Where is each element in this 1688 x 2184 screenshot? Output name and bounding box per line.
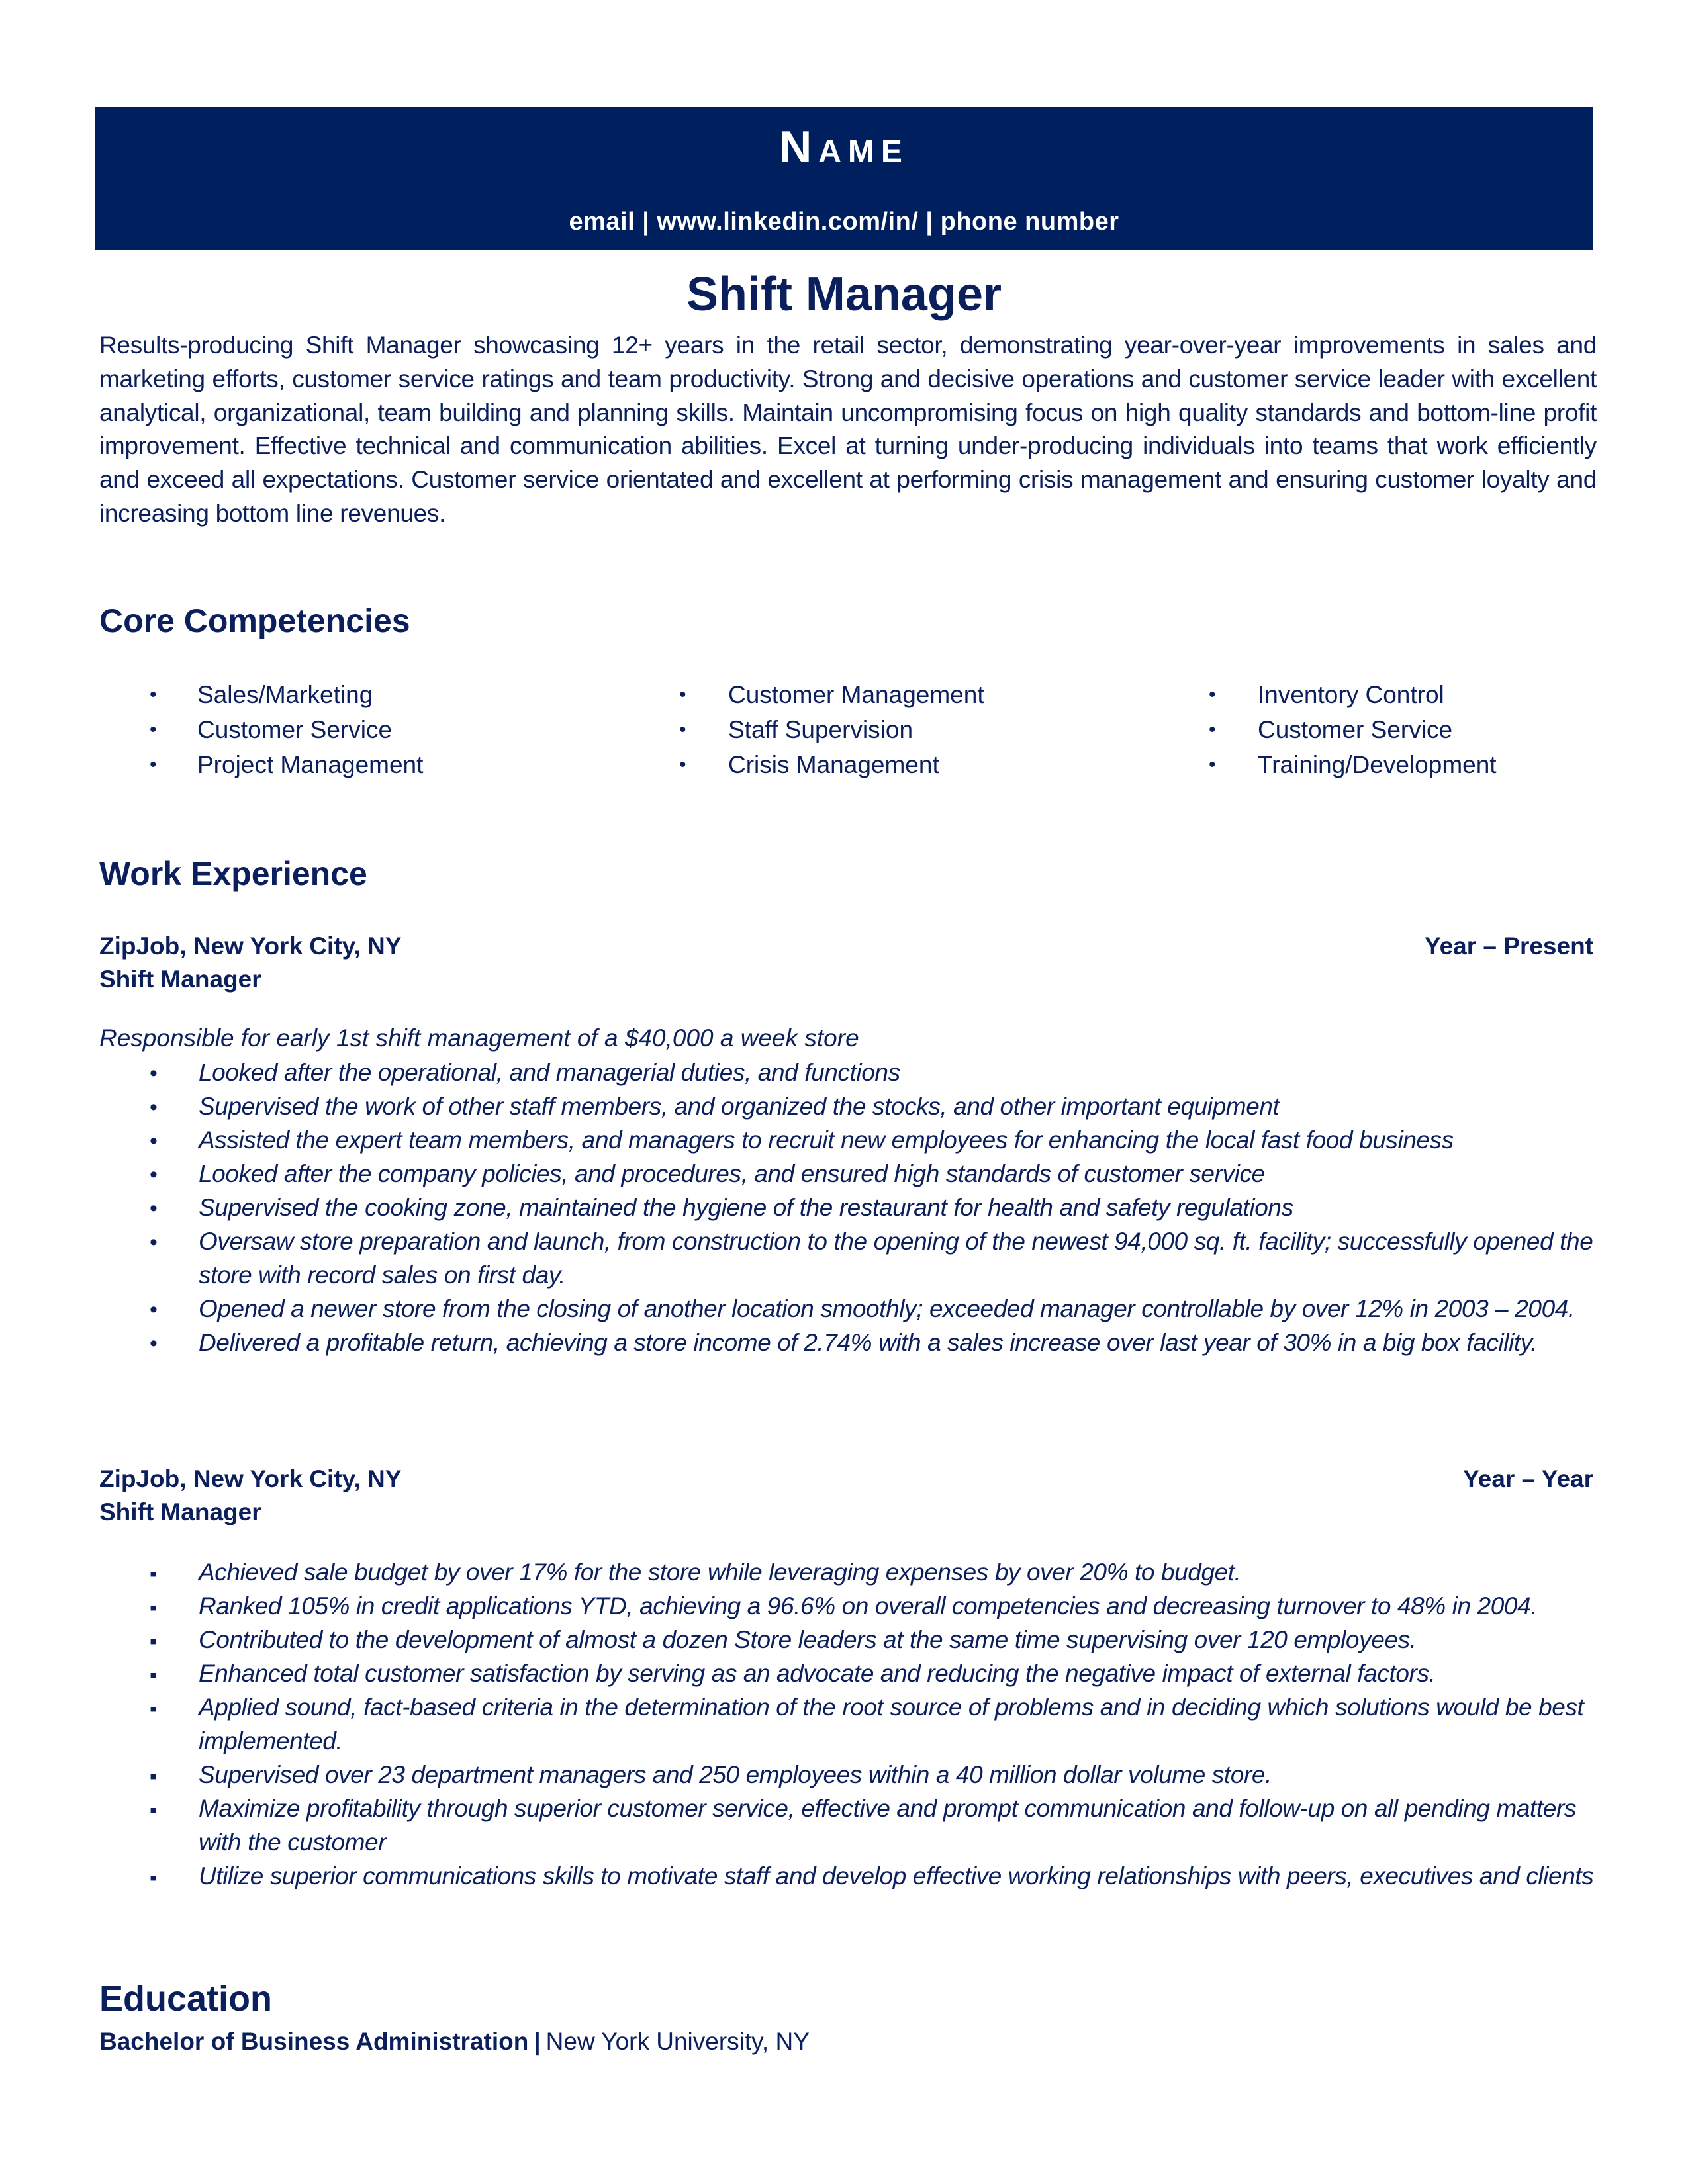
bullet-icon <box>150 1326 158 1361</box>
bullet-icon: • <box>150 719 157 741</box>
competency-item: Inventory Control <box>1258 681 1444 708</box>
education-entry <box>99 2025 810 2058</box>
list-item: ▪ Applied sound, fact-based criteria in the determination of the root source of problems and in deciding which solutions would be best implemented. <box>99 1690 1597 1758</box>
competency-item: Customer Management <box>728 681 984 708</box>
job-title-heading: Shift Manager <box>686 268 1002 321</box>
square-bullet-icon <box>150 1690 156 1726</box>
square-bullet-icon <box>150 1792 156 1827</box>
list-item: ▪ Achieved sale budget by over 17% for the store while leveraging expenses by over 20% to budget. <box>99 1555 1597 1589</box>
list-item: ▪ Ranked 105% in credit applications YTD, achieving a 96.6% on overall competencies and decreasing turnover to 48% in 2004. <box>99 1589 1597 1623</box>
list-item: ▪ Enhanced total customer satisfaction by serving as an advocate and reducing the negative impact of external factors. <box>99 1657 1597 1690</box>
list-item: • Assisted the expert team members, and managers to recruit new employees for enhancing the local fast food business <box>99 1123 1597 1157</box>
bullet-icon: • <box>150 684 157 705</box>
bullet-icon <box>150 1224 158 1259</box>
list-item: • Oversaw store preparation and launch, from construction to the opening of the newest 94,000 sq. ft. facility; successfully opened the store with record sales on first day. <box>99 1224 1597 1292</box>
professional-summary: Results-producing Shift Manager showcasing 12+ years in the retail sector, demonstrating year-over-year improvements in sales and marketing efforts, customer service ratings and team productivity. Strong and decisive operations and customer service leader with excellent analytical, organizational, team building and planning skills. Maintain uncompromising focus on high quality standards and bottom-line profit improvement. Effective technical and communication abilities. Excel at turning under-producing individuals into teams that work efficiently and exceed all expectations. Customer service orientated and excellent at performing crisis management and ensuring customer loyalty and increasing bottom line revenues. <box>99 332 1597 527</box>
school: New York University, NY <box>545 2028 810 2055</box>
header-bar <box>95 107 1593 250</box>
job-company: ZipJob, New York City, NY <box>99 1465 402 1492</box>
competency-item: Staff Supervision <box>728 716 914 743</box>
competency-item: Crisis Management <box>728 751 939 778</box>
list-item: ▪ Utilize superior communications skills to motivate staff and develop effective working relationships with peers, executives and clients <box>99 1859 1597 1893</box>
separator: | <box>534 2028 541 2055</box>
list-item: • Looked after the company policies, and procedures, and ensured high standards of customer service <box>99 1157 1597 1191</box>
list-item: ▪ Maximize profitability through superior customer service, effective and prompt communication and follow-up on all pending matters with the customer <box>99 1792 1597 1859</box>
bullet-icon: • <box>679 754 686 776</box>
square-bullet-icon <box>150 1589 156 1625</box>
list-item: • Delivered a profitable return, achieving a store income of 2.74% with a sales increase over last year of 30% in a big box facility. <box>99 1326 1597 1359</box>
bullet-icon: • <box>1209 719 1216 741</box>
bullet-icon <box>150 1089 158 1124</box>
bullet-icon <box>150 1292 158 1327</box>
square-bullet-icon <box>150 1758 156 1794</box>
bullet-icon: • <box>679 719 686 741</box>
bullet-icon <box>150 1123 158 1158</box>
square-bullet-icon <box>150 1623 156 1659</box>
bullet-icon: • <box>150 754 157 776</box>
competency-item: Customer Service <box>197 716 393 743</box>
square-bullet-icon <box>150 1555 156 1591</box>
contact-line: email | www.linkedin.com/in/ | phone number <box>569 208 1119 236</box>
bullet-icon <box>150 1191 158 1226</box>
job-dates: Year – Present <box>1424 933 1593 960</box>
degree: Bachelor of Business Administration <box>99 2028 529 2055</box>
bullet-icon: • <box>679 684 686 705</box>
square-bullet-icon <box>150 1657 156 1692</box>
job-bullet-list <box>99 1555 1597 1893</box>
section-heading-core-competencies: Core Competencies <box>99 602 410 639</box>
section-heading-work-experience: Work Experience <box>99 855 367 892</box>
square-bullet-icon <box>150 1859 156 1895</box>
job-position: Shift Manager <box>99 966 261 993</box>
competency-item: Sales/Marketing <box>197 681 373 708</box>
list-item: • Opened a newer store from the closing of another location smoothly; exceeded manager controllable by over 12% in 2003 – 2004. <box>99 1292 1597 1326</box>
job-intro: Responsible for early 1st shift management of a $40,000 a week store <box>99 1024 859 1052</box>
bullet-icon: • <box>1209 684 1216 705</box>
list-item: • Supervised the cooking zone, maintained the hygiene of the restaurant for health and safety regulations <box>99 1191 1597 1224</box>
list-item: ▪ Supervised over 23 department managers and 250 employees within a 40 million dollar volume store. <box>99 1758 1597 1792</box>
bullet-icon <box>150 1056 158 1091</box>
bullet-icon: • <box>1209 754 1216 776</box>
competency-item: Project Management <box>197 751 424 778</box>
list-item: • Looked after the operational, and managerial duties, and functions <box>99 1056 1597 1089</box>
candidate-name: Name <box>779 122 909 172</box>
job-company: ZipJob, New York City, NY <box>99 933 402 960</box>
competency-item: Training/Development <box>1258 751 1497 778</box>
job-position: Shift Manager <box>99 1498 261 1525</box>
list-item: • Supervised the work of other staff members, and organized the stocks, and other important equipment <box>99 1089 1597 1123</box>
bullet-icon <box>150 1157 158 1192</box>
job-bullet-list <box>99 1056 1597 1359</box>
section-heading-education: Education <box>99 1979 273 2019</box>
job-dates: Year – Year <box>1463 1465 1593 1492</box>
list-item: ▪ Contributed to the development of almost a dozen Store leaders at the same time supervising over 120 employees. <box>99 1623 1597 1657</box>
competency-item: Customer Service <box>1258 716 1453 743</box>
